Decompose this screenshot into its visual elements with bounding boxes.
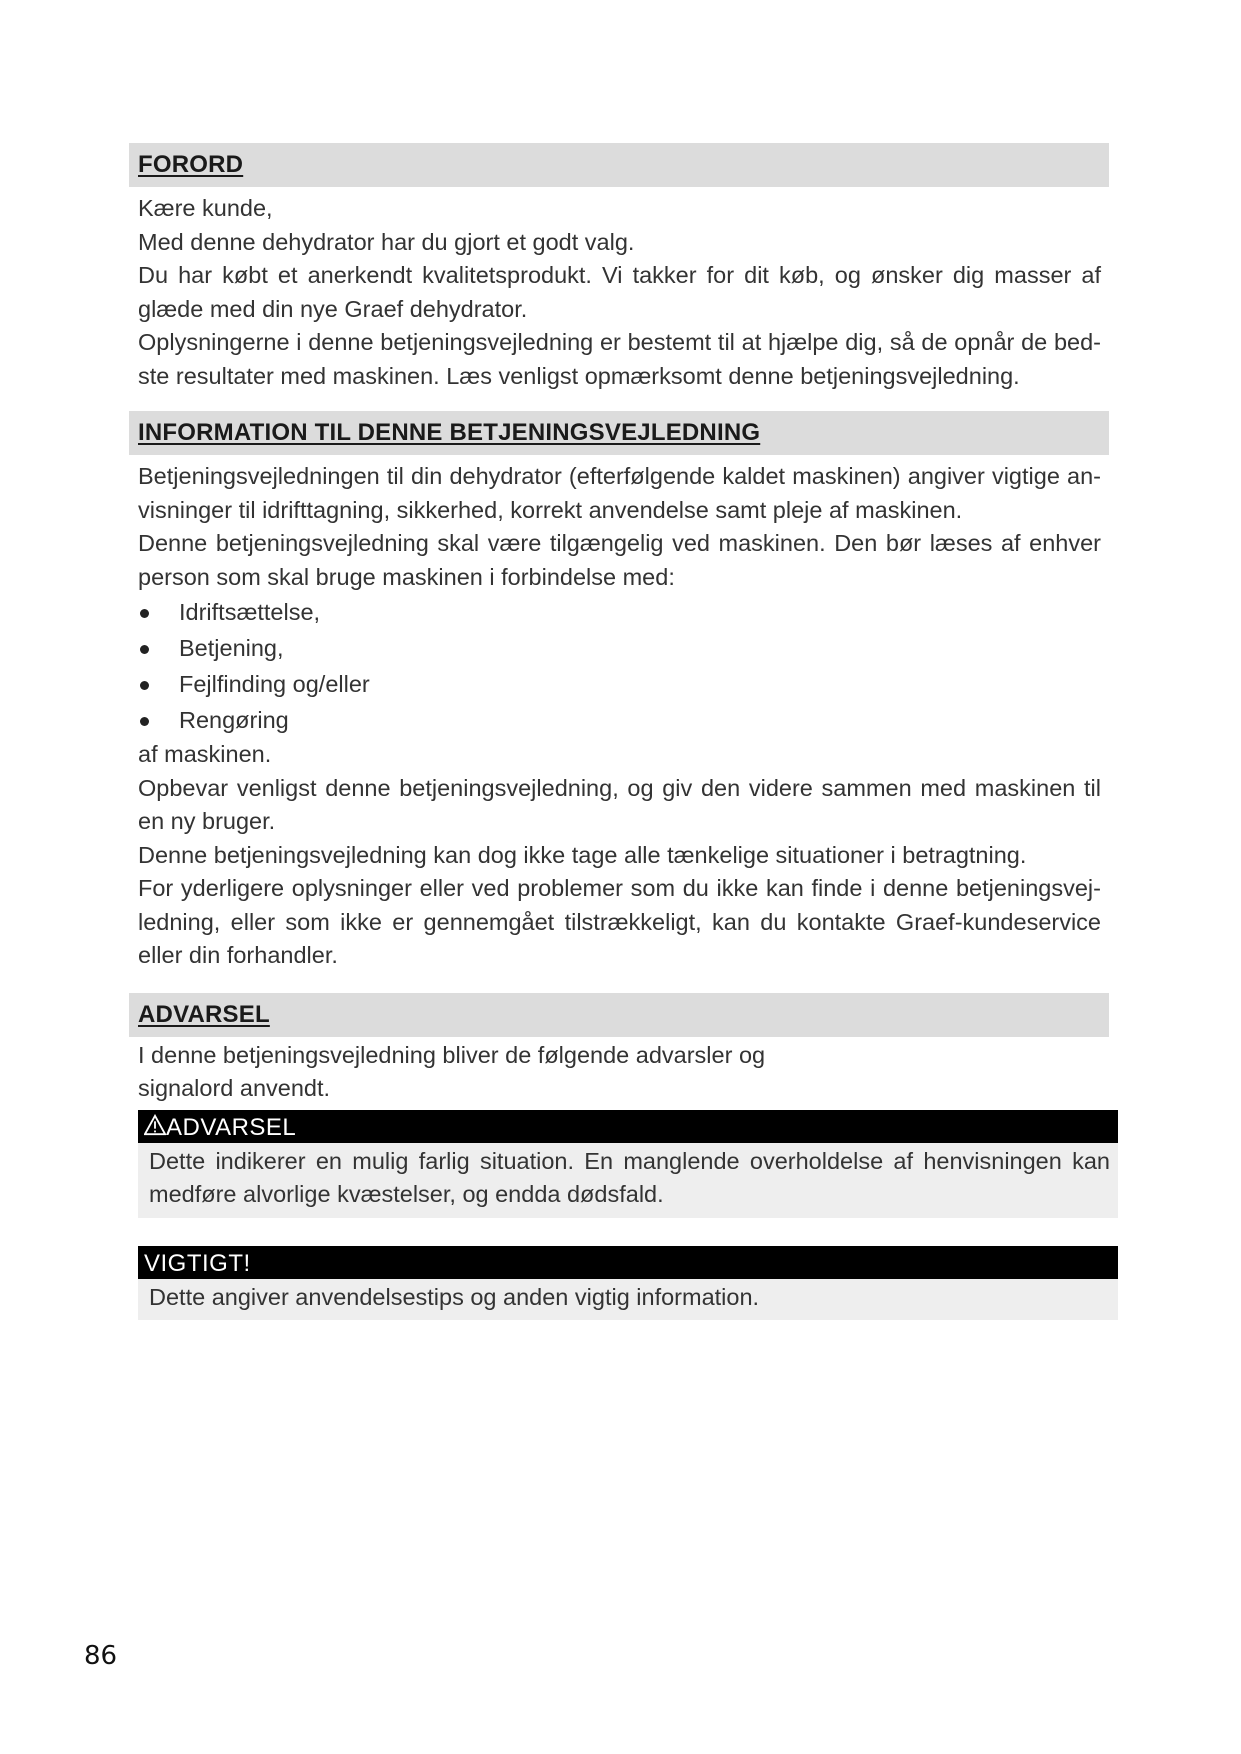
page-content <box>129 143 1109 1320</box>
list-item <box>138 702 1109 738</box>
list-item <box>138 594 1109 630</box>
important-title: VIGTIGT! <box>144 1249 251 1277</box>
list-item-text: Betjening, <box>179 635 284 661</box>
important-title-bar <box>138 1246 1118 1279</box>
greeting: Kære kunde, <box>138 195 273 221</box>
warning-triangle-icon <box>144 1114 166 1136</box>
section-heading-information: INFORMATION TIL DENNE BETJENINGSVEJLEDNING <box>129 411 1109 455</box>
list-item <box>138 630 1109 666</box>
list-item-text: Fejlfinding og/eller <box>179 671 370 697</box>
section-heading-forord: FORORD <box>129 143 1109 187</box>
important-text: Dette angiver anvendelsestips og anden vigtig information. <box>138 1279 1118 1321</box>
list-item-text: Rengøring <box>179 707 289 733</box>
paragraph: signalord anvendt. <box>138 1075 331 1101</box>
list-item-text: Idriftsættelse, <box>179 599 321 625</box>
paragraph: Denne betjeningsvejledning skal være tilgængelig ved maskinen. Den bør læses af enhver person som skal bruge maskinen i forbindelse med: <box>138 530 1101 590</box>
warning-title: ADVARSEL <box>166 1113 297 1141</box>
paragraph: Med denne dehydrator har du gjort et godt valg. <box>138 228 635 255</box>
paragraph: I denne betjeningsvejledning bliver de følgende advarsler og <box>138 1041 766 1068</box>
paragraph: Du har købt et anerkendt kvalitetsprodukt. Vi takker for dit køb, og ønsker dig masser af glæde med din nye Graef dehydrator. <box>138 262 1101 322</box>
bullet-icon <box>140 645 149 654</box>
warning-text: Dette indikerer en mulig farlig situation. En manglende overholdelse af henvisningen kan medføre alvorlige kvæstelser, og endda dødsfald. <box>138 1143 1118 1218</box>
paragraph: Betjeningsvejledningen til din dehydrator (efterfølgende kaldet maskinen) angiver vigtige anvisninger til idrifttagning, sikkerhed, korrekt anvendelse samt pleje af maskinen. <box>138 463 1101 523</box>
paragraph: Denne betjeningsvejledning kan dog ikke tage alle tænkelige situationer i betragtning. <box>138 841 1027 868</box>
bullet-list <box>129 594 1109 738</box>
paragraph: Opbevar venligst denne betjeningsvejledning, og giv den videre sammen med maskinen til en ny bruger. <box>138 774 1101 834</box>
paragraph: Oplysningerne i denne betjeningsvejledning er bestemt til at hjælpe dig, så de opnår de bedste resultater med maskinen. Læs venligst opmærksomt denne betjeningsvejledning. <box>138 329 1101 389</box>
bullet-icon <box>140 609 149 618</box>
warning-title-bar <box>138 1110 1118 1143</box>
section-heading-advarsel: ADVARSEL <box>129 993 1109 1037</box>
paragraph: af maskinen. <box>138 741 272 767</box>
bullet-icon <box>140 681 149 690</box>
list-item <box>138 666 1109 702</box>
paragraph: For yderligere oplysninger eller ved problemer som du ikke kan finde i denne betjeningsvejledning, eller som ikke er gennemgået tilstrækkeligt, kan du kontakte Graef-kundeservice eller din forhandler. <box>138 875 1101 968</box>
bullet-icon <box>140 717 149 726</box>
page-number: 86 <box>84 1641 118 1671</box>
